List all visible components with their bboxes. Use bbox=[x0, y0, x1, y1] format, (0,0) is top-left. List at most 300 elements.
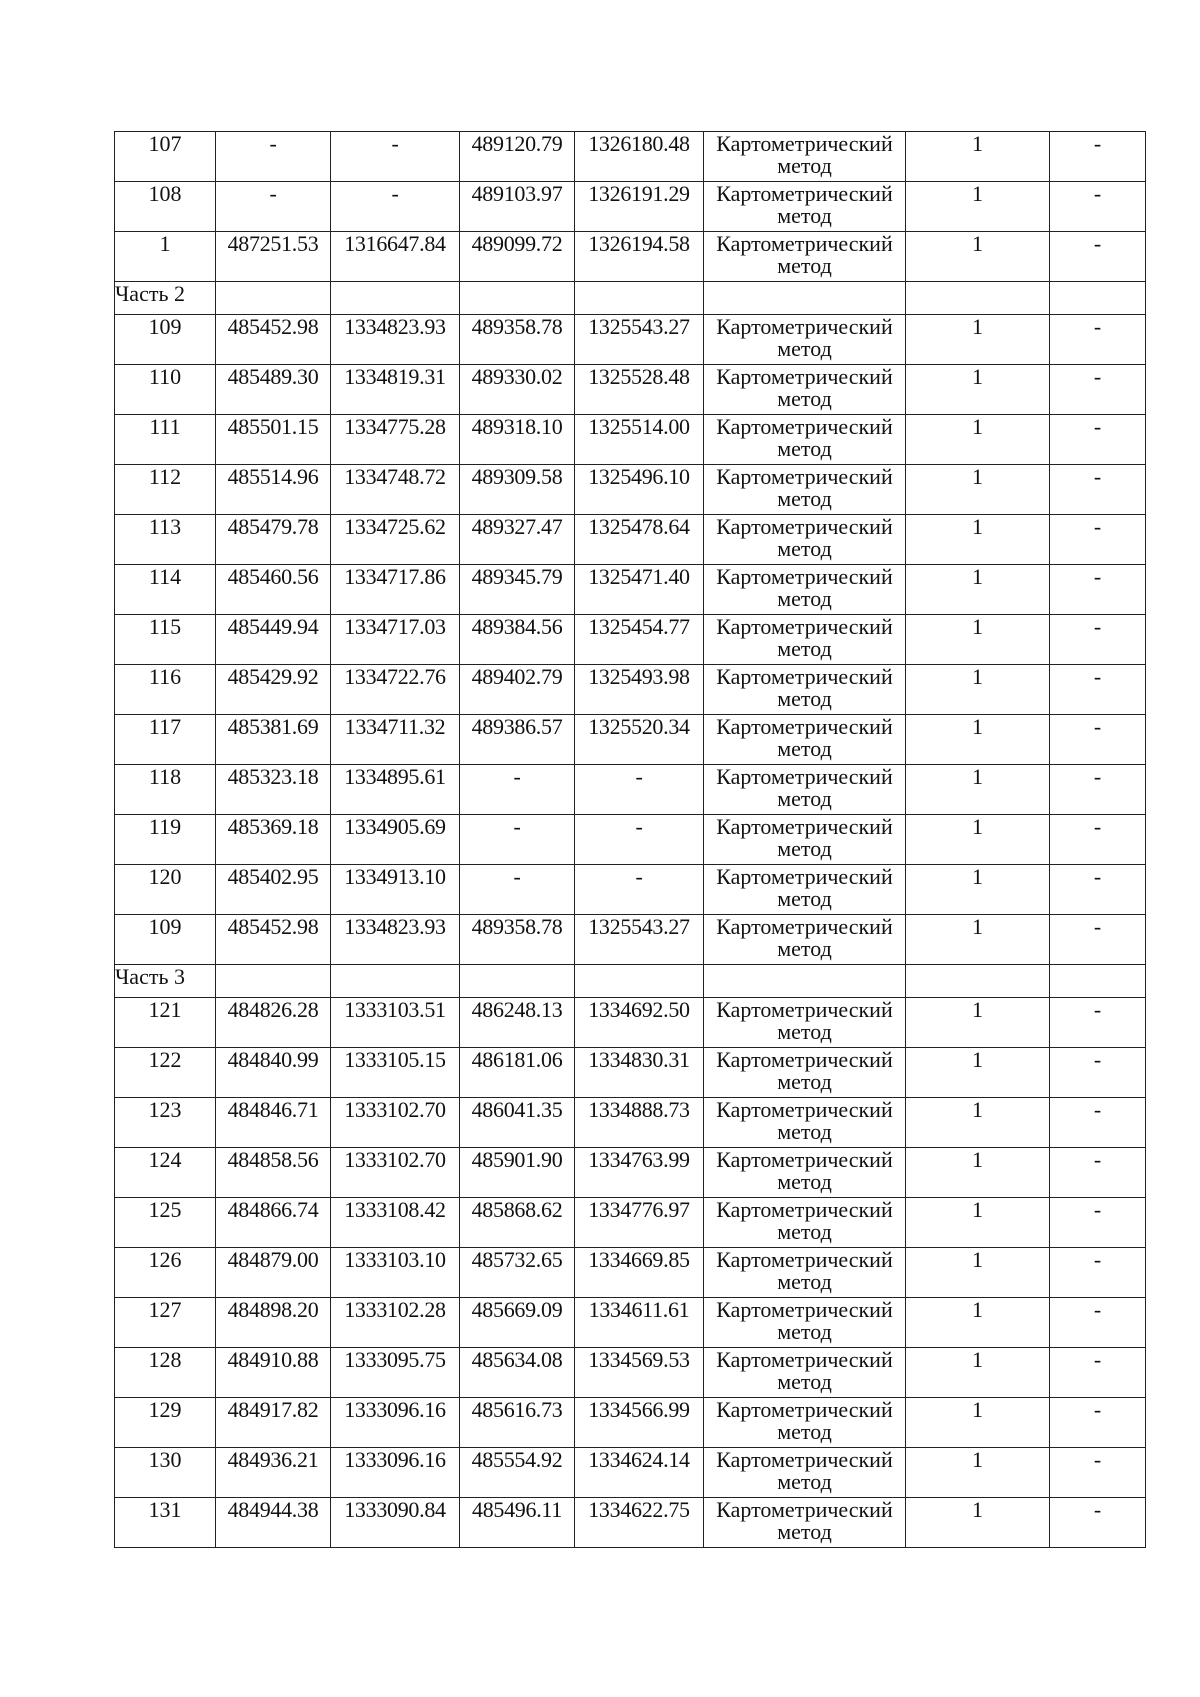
x-old-value: 484840.99 bbox=[216, 1048, 331, 1098]
y-new-value: 1334830.31 bbox=[575, 1048, 704, 1098]
x-old-value: 484917.82 bbox=[216, 1398, 331, 1448]
accuracy-value: 1 bbox=[906, 1448, 1050, 1498]
method-line2: метод bbox=[777, 1069, 832, 1094]
method-line2: метод bbox=[777, 1419, 832, 1444]
y-old-value: 1333095.75 bbox=[331, 1348, 460, 1398]
note-value: - bbox=[1050, 1348, 1146, 1398]
note-value: - bbox=[1050, 315, 1146, 365]
method-line2: метод bbox=[777, 1219, 832, 1244]
accuracy-value: 1 bbox=[906, 1198, 1050, 1248]
x-old-value: 485514.96 bbox=[216, 465, 331, 515]
x-new-value: 489402.79 bbox=[460, 665, 575, 715]
table-row bbox=[115, 315, 1146, 365]
note-value: - bbox=[1050, 182, 1146, 232]
accuracy-value: 1 bbox=[906, 815, 1050, 865]
method-line1: Картометрический bbox=[716, 414, 893, 439]
y-old-value: - bbox=[331, 132, 460, 182]
table-row bbox=[115, 765, 1146, 815]
y-new-value: 1325520.34 bbox=[575, 715, 704, 765]
table-row bbox=[115, 415, 1146, 465]
table-row bbox=[115, 1398, 1146, 1448]
y-new-value: 1334888.73 bbox=[575, 1098, 704, 1148]
method-line2: метод bbox=[777, 1019, 832, 1044]
empty-cell bbox=[216, 965, 331, 998]
y-new-value: 1325528.48 bbox=[575, 365, 704, 415]
x-old-value: 485452.98 bbox=[216, 915, 331, 965]
x-old-value: 485479.78 bbox=[216, 515, 331, 565]
y-new-value: - bbox=[575, 865, 704, 915]
y-new-value: 1325478.64 bbox=[575, 515, 704, 565]
y-new-value: 1325496.10 bbox=[575, 465, 704, 515]
y-new-value: 1325514.00 bbox=[575, 415, 704, 465]
method-line1: Картометрический bbox=[716, 314, 893, 339]
point-number: 111 bbox=[115, 415, 216, 465]
accuracy-value: 1 bbox=[906, 365, 1050, 415]
x-new-value: 489358.78 bbox=[460, 915, 575, 965]
y-old-value: 1334717.03 bbox=[331, 615, 460, 665]
table-row bbox=[115, 865, 1146, 915]
y-new-value: 1325493.98 bbox=[575, 665, 704, 715]
note-value: - bbox=[1050, 1398, 1146, 1448]
method-line2: метод bbox=[777, 1119, 832, 1144]
method-cell bbox=[704, 365, 906, 415]
y-new-value: 1334763.99 bbox=[575, 1148, 704, 1198]
y-old-value: 1333108.42 bbox=[331, 1198, 460, 1248]
note-value: - bbox=[1050, 815, 1146, 865]
empty-cell bbox=[460, 282, 575, 315]
method-line2: метод bbox=[777, 153, 832, 178]
method-line1: Картометрический bbox=[716, 997, 893, 1022]
x-old-value: 485429.92 bbox=[216, 665, 331, 715]
method-line1: Картометрический bbox=[716, 864, 893, 889]
method-line2: метод bbox=[777, 886, 832, 911]
x-old-value: 485489.30 bbox=[216, 365, 331, 415]
empty-cell bbox=[1050, 965, 1146, 998]
table-row bbox=[115, 1048, 1146, 1098]
empty-cell bbox=[906, 282, 1050, 315]
method-cell bbox=[704, 1248, 906, 1298]
method-line2: метод bbox=[777, 1519, 832, 1544]
x-new-value: - bbox=[460, 815, 575, 865]
method-line1: Картометрический bbox=[716, 464, 893, 489]
accuracy-value: 1 bbox=[906, 665, 1050, 715]
accuracy-value: 1 bbox=[906, 315, 1050, 365]
y-new-value: - bbox=[575, 765, 704, 815]
empty-cell bbox=[704, 965, 906, 998]
x-old-value: 484898.20 bbox=[216, 1298, 331, 1348]
x-old-value: 484846.71 bbox=[216, 1098, 331, 1148]
method-line1: Картометрический bbox=[716, 364, 893, 389]
point-number: 113 bbox=[115, 515, 216, 565]
y-old-value: 1333102.28 bbox=[331, 1298, 460, 1348]
note-value: - bbox=[1050, 615, 1146, 665]
point-number: 127 bbox=[115, 1298, 216, 1348]
accuracy-value: 1 bbox=[906, 1498, 1050, 1548]
method-line1: Картометрический bbox=[716, 814, 893, 839]
point-number: 108 bbox=[115, 182, 216, 232]
point-number: 128 bbox=[115, 1348, 216, 1398]
method-cell bbox=[704, 1348, 906, 1398]
x-new-value: 489330.02 bbox=[460, 365, 575, 415]
x-old-value: 485460.56 bbox=[216, 565, 331, 615]
y-old-value: 1334913.10 bbox=[331, 865, 460, 915]
y-new-value: 1334669.85 bbox=[575, 1248, 704, 1298]
note-value: - bbox=[1050, 1298, 1146, 1348]
y-old-value: 1333102.70 bbox=[331, 1148, 460, 1198]
accuracy-value: 1 bbox=[906, 132, 1050, 182]
point-number: 114 bbox=[115, 565, 216, 615]
point-number: 109 bbox=[115, 315, 216, 365]
y-old-value: 1334722.76 bbox=[331, 665, 460, 715]
method-line1: Картометрический bbox=[716, 131, 893, 156]
method-line1: Картометрический bbox=[716, 1097, 893, 1122]
y-old-value: 1334823.93 bbox=[331, 915, 460, 965]
point-number: 119 bbox=[115, 815, 216, 865]
empty-cell bbox=[216, 282, 331, 315]
x-old-value: 484879.00 bbox=[216, 1248, 331, 1298]
method-line1: Картометрический bbox=[716, 1147, 893, 1172]
method-cell bbox=[704, 715, 906, 765]
note-value: - bbox=[1050, 1248, 1146, 1298]
accuracy-value: 1 bbox=[906, 1048, 1050, 1098]
y-old-value: 1333096.16 bbox=[331, 1448, 460, 1498]
x-new-value: 485616.73 bbox=[460, 1398, 575, 1448]
coordinates-table bbox=[114, 131, 1146, 1548]
table-row bbox=[115, 1348, 1146, 1398]
y-new-value: 1325543.27 bbox=[575, 315, 704, 365]
method-line1: Картометрический bbox=[716, 914, 893, 939]
y-new-value: 1334566.99 bbox=[575, 1398, 704, 1448]
point-number: 126 bbox=[115, 1248, 216, 1298]
x-old-value: 485501.15 bbox=[216, 415, 331, 465]
x-new-value: 485554.92 bbox=[460, 1448, 575, 1498]
x-new-value: 489309.58 bbox=[460, 465, 575, 515]
x-new-value: 485732.65 bbox=[460, 1248, 575, 1298]
y-new-value: 1334569.53 bbox=[575, 1348, 704, 1398]
y-new-value: 1334692.50 bbox=[575, 998, 704, 1048]
method-cell bbox=[704, 815, 906, 865]
method-cell bbox=[704, 1198, 906, 1248]
empty-cell bbox=[575, 282, 704, 315]
note-value: - bbox=[1050, 765, 1146, 815]
method-line2: метод bbox=[777, 1469, 832, 1494]
y-old-value: 1334725.62 bbox=[331, 515, 460, 565]
method-line2: метод bbox=[777, 1369, 832, 1394]
method-line1: Картометрический bbox=[716, 1347, 893, 1372]
table-row bbox=[115, 1448, 1146, 1498]
x-new-value: 489103.97 bbox=[460, 182, 575, 232]
x-new-value: 489358.78 bbox=[460, 315, 575, 365]
method-line2: метод bbox=[777, 536, 832, 561]
method-line1: Картометрический bbox=[716, 1497, 893, 1522]
x-new-value: 489384.56 bbox=[460, 615, 575, 665]
method-cell bbox=[704, 915, 906, 965]
x-old-value: 484858.56 bbox=[216, 1148, 331, 1198]
method-cell bbox=[704, 132, 906, 182]
point-number: 120 bbox=[115, 865, 216, 915]
x-old-value: - bbox=[216, 132, 331, 182]
y-new-value: 1334622.75 bbox=[575, 1498, 704, 1548]
table-row bbox=[115, 998, 1146, 1048]
y-old-value: 1333103.51 bbox=[331, 998, 460, 1048]
method-line1: Картометрический bbox=[716, 764, 893, 789]
x-new-value: 485901.90 bbox=[460, 1148, 575, 1198]
method-line2: метод bbox=[777, 836, 832, 861]
table-row bbox=[115, 615, 1146, 665]
table-body bbox=[115, 132, 1146, 1548]
method-line2: метод bbox=[777, 586, 832, 611]
x-old-value: 484910.88 bbox=[216, 1348, 331, 1398]
accuracy-value: 1 bbox=[906, 1298, 1050, 1348]
accuracy-value: 1 bbox=[906, 865, 1050, 915]
x-old-value: - bbox=[216, 182, 331, 232]
x-old-value: 485323.18 bbox=[216, 765, 331, 815]
point-number: 125 bbox=[115, 1198, 216, 1248]
note-value: - bbox=[1050, 465, 1146, 515]
method-line1: Картометрический bbox=[716, 231, 893, 256]
note-value: - bbox=[1050, 665, 1146, 715]
note-value: - bbox=[1050, 365, 1146, 415]
accuracy-value: 1 bbox=[906, 182, 1050, 232]
table-row bbox=[115, 1498, 1146, 1548]
method-line2: метод bbox=[777, 436, 832, 461]
point-number: 115 bbox=[115, 615, 216, 665]
y-new-value: 1326191.29 bbox=[575, 182, 704, 232]
point-number: 117 bbox=[115, 715, 216, 765]
accuracy-value: 1 bbox=[906, 915, 1050, 965]
y-new-value: 1334624.14 bbox=[575, 1448, 704, 1498]
method-line2: метод bbox=[777, 253, 832, 278]
y-new-value: 1334611.61 bbox=[575, 1298, 704, 1348]
accuracy-value: 1 bbox=[906, 715, 1050, 765]
point-number: 118 bbox=[115, 765, 216, 815]
method-cell bbox=[704, 315, 906, 365]
x-new-value: 489099.72 bbox=[460, 232, 575, 282]
method-cell bbox=[704, 1398, 906, 1448]
accuracy-value: 1 bbox=[906, 515, 1050, 565]
method-cell bbox=[704, 615, 906, 665]
table-row bbox=[115, 182, 1146, 232]
table-row bbox=[115, 815, 1146, 865]
y-old-value: 1334775.28 bbox=[331, 415, 460, 465]
point-number: 121 bbox=[115, 998, 216, 1048]
note-value: - bbox=[1050, 915, 1146, 965]
y-old-value: - bbox=[331, 182, 460, 232]
method-line2: метод bbox=[777, 936, 832, 961]
note-value: - bbox=[1050, 232, 1146, 282]
method-line1: Картометрический bbox=[716, 1297, 893, 1322]
x-new-value: 485669.09 bbox=[460, 1298, 575, 1348]
table-row bbox=[115, 1098, 1146, 1148]
note-value: - bbox=[1050, 715, 1146, 765]
x-new-value: 489345.79 bbox=[460, 565, 575, 615]
empty-cell bbox=[906, 965, 1050, 998]
accuracy-value: 1 bbox=[906, 1098, 1050, 1148]
x-new-value: 485634.08 bbox=[460, 1348, 575, 1398]
method-cell bbox=[704, 1098, 906, 1148]
section-label: Часть 3 bbox=[115, 965, 216, 998]
table-row bbox=[115, 232, 1146, 282]
accuracy-value: 1 bbox=[906, 1148, 1050, 1198]
x-new-value: 489327.47 bbox=[460, 515, 575, 565]
x-old-value: 484826.28 bbox=[216, 998, 331, 1048]
note-value: - bbox=[1050, 1148, 1146, 1198]
x-new-value: 489386.57 bbox=[460, 715, 575, 765]
note-value: - bbox=[1050, 998, 1146, 1048]
method-line2: метод bbox=[777, 736, 832, 761]
x-new-value: 485496.11 bbox=[460, 1498, 575, 1548]
note-value: - bbox=[1050, 1048, 1146, 1098]
x-old-value: 485381.69 bbox=[216, 715, 331, 765]
method-line2: метод bbox=[777, 486, 832, 511]
accuracy-value: 1 bbox=[906, 615, 1050, 665]
accuracy-value: 1 bbox=[906, 232, 1050, 282]
y-old-value: 1334895.61 bbox=[331, 765, 460, 815]
method-cell bbox=[704, 1148, 906, 1198]
section-row bbox=[115, 965, 1146, 998]
table-row bbox=[115, 715, 1146, 765]
method-cell bbox=[704, 1448, 906, 1498]
point-number: 124 bbox=[115, 1148, 216, 1198]
x-old-value: 484866.74 bbox=[216, 1198, 331, 1248]
method-cell bbox=[704, 415, 906, 465]
method-line2: метод bbox=[777, 1319, 832, 1344]
y-old-value: 1333096.16 bbox=[331, 1398, 460, 1448]
table-row bbox=[115, 1198, 1146, 1248]
point-number: 129 bbox=[115, 1398, 216, 1448]
note-value: - bbox=[1050, 865, 1146, 915]
y-old-value: 1333105.15 bbox=[331, 1048, 460, 1098]
method-cell bbox=[704, 1498, 906, 1548]
method-line2: метод bbox=[777, 686, 832, 711]
y-new-value: 1326180.48 bbox=[575, 132, 704, 182]
y-old-value: 1316647.84 bbox=[331, 232, 460, 282]
method-cell bbox=[704, 1048, 906, 1098]
point-number: 107 bbox=[115, 132, 216, 182]
table-row bbox=[115, 365, 1146, 415]
x-new-value: 485868.62 bbox=[460, 1198, 575, 1248]
method-line1: Картометрический bbox=[716, 1197, 893, 1222]
method-line2: метод bbox=[777, 203, 832, 228]
method-line1: Картометрический bbox=[716, 714, 893, 739]
accuracy-value: 1 bbox=[906, 465, 1050, 515]
note-value: - bbox=[1050, 415, 1146, 465]
y-old-value: 1334717.86 bbox=[331, 565, 460, 615]
y-new-value: 1325454.77 bbox=[575, 615, 704, 665]
method-line1: Картометрический bbox=[716, 664, 893, 689]
method-cell bbox=[704, 182, 906, 232]
table-row bbox=[115, 565, 1146, 615]
empty-cell bbox=[704, 282, 906, 315]
empty-cell bbox=[331, 965, 460, 998]
x-old-value: 485449.94 bbox=[216, 615, 331, 665]
method-line2: метод bbox=[777, 336, 832, 361]
table-row bbox=[115, 1248, 1146, 1298]
empty-cell bbox=[331, 282, 460, 315]
point-number: 112 bbox=[115, 465, 216, 515]
y-old-value: 1334748.72 bbox=[331, 465, 460, 515]
method-line2: метод bbox=[777, 786, 832, 811]
x-new-value: - bbox=[460, 765, 575, 815]
note-value: - bbox=[1050, 1098, 1146, 1148]
method-line2: метод bbox=[777, 386, 832, 411]
x-old-value: 484936.21 bbox=[216, 1448, 331, 1498]
accuracy-value: 1 bbox=[906, 1248, 1050, 1298]
method-cell bbox=[704, 865, 906, 915]
method-line1: Картометрический bbox=[716, 614, 893, 639]
note-value: - bbox=[1050, 132, 1146, 182]
note-value: - bbox=[1050, 1498, 1146, 1548]
y-new-value: 1325471.40 bbox=[575, 565, 704, 615]
method-cell bbox=[704, 1298, 906, 1348]
empty-cell bbox=[1050, 282, 1146, 315]
y-new-value: 1326194.58 bbox=[575, 232, 704, 282]
table-row bbox=[115, 1298, 1146, 1348]
y-new-value: 1325543.27 bbox=[575, 915, 704, 965]
method-line1: Картометрический bbox=[716, 1247, 893, 1272]
section-label: Часть 2 bbox=[115, 282, 216, 315]
x-old-value: 485452.98 bbox=[216, 315, 331, 365]
x-old-value: 485369.18 bbox=[216, 815, 331, 865]
method-line1: Картометрический bbox=[716, 564, 893, 589]
method-line1: Картометрический bbox=[716, 1397, 893, 1422]
x-new-value: 486181.06 bbox=[460, 1048, 575, 1098]
note-value: - bbox=[1050, 515, 1146, 565]
method-line1: Картометрический bbox=[716, 181, 893, 206]
accuracy-value: 1 bbox=[906, 1398, 1050, 1448]
method-cell bbox=[704, 998, 906, 1048]
note-value: - bbox=[1050, 1448, 1146, 1498]
x-old-value: 487251.53 bbox=[216, 232, 331, 282]
table-row bbox=[115, 1148, 1146, 1198]
accuracy-value: 1 bbox=[906, 998, 1050, 1048]
method-cell bbox=[704, 232, 906, 282]
x-new-value: - bbox=[460, 865, 575, 915]
table-row bbox=[115, 465, 1146, 515]
y-old-value: 1333090.84 bbox=[331, 1498, 460, 1548]
y-old-value: 1334819.31 bbox=[331, 365, 460, 415]
method-line2: метод bbox=[777, 636, 832, 661]
empty-cell bbox=[575, 965, 704, 998]
y-old-value: 1334905.69 bbox=[331, 815, 460, 865]
method-line1: Картометрический bbox=[716, 514, 893, 539]
method-cell bbox=[704, 665, 906, 715]
point-number: 130 bbox=[115, 1448, 216, 1498]
empty-cell bbox=[460, 965, 575, 998]
method-line2: метод bbox=[777, 1269, 832, 1294]
y-new-value: - bbox=[575, 815, 704, 865]
method-cell bbox=[704, 515, 906, 565]
x-old-value: 484944.38 bbox=[216, 1498, 331, 1548]
x-new-value: 486248.13 bbox=[460, 998, 575, 1048]
point-number: 110 bbox=[115, 365, 216, 415]
table-row bbox=[115, 515, 1146, 565]
point-number: 123 bbox=[115, 1098, 216, 1148]
accuracy-value: 1 bbox=[906, 415, 1050, 465]
y-old-value: 1334823.93 bbox=[331, 315, 460, 365]
method-line1: Картометрический bbox=[716, 1447, 893, 1472]
section-row bbox=[115, 282, 1146, 315]
note-value: - bbox=[1050, 565, 1146, 615]
method-cell bbox=[704, 565, 906, 615]
x-new-value: 489318.10 bbox=[460, 415, 575, 465]
y-old-value: 1333102.70 bbox=[331, 1098, 460, 1148]
x-new-value: 486041.35 bbox=[460, 1098, 575, 1148]
method-line1: Картометрический bbox=[716, 1047, 893, 1072]
note-value: - bbox=[1050, 1198, 1146, 1248]
table-row bbox=[115, 132, 1146, 182]
x-old-value: 485402.95 bbox=[216, 865, 331, 915]
